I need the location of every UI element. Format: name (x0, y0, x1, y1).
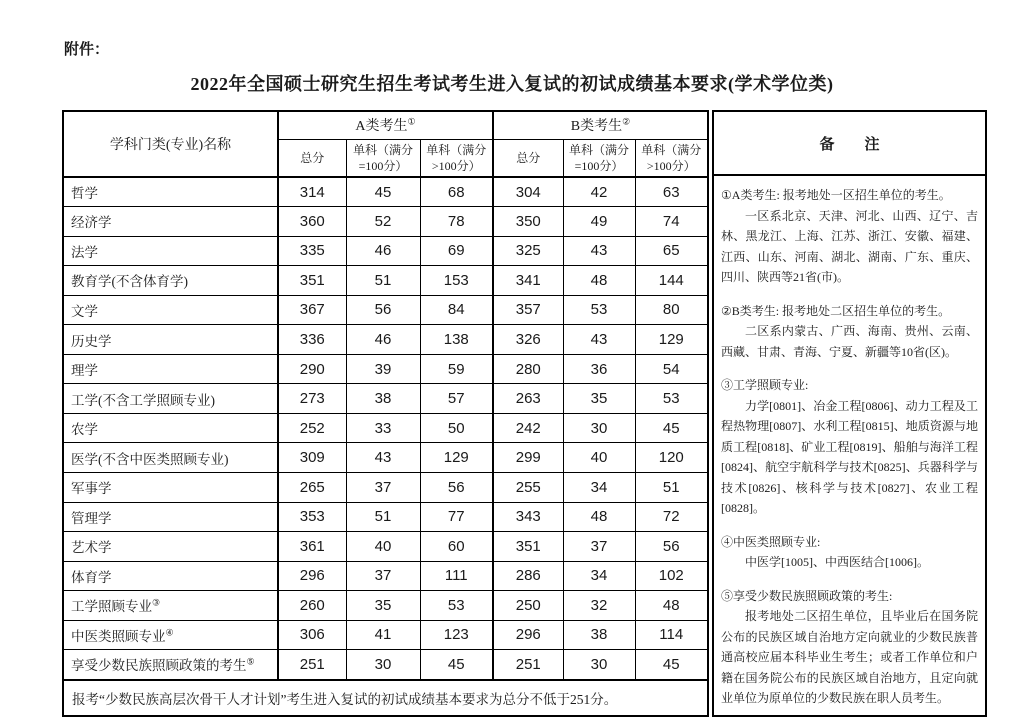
score-value: 290 (278, 354, 346, 384)
footer-row (63, 680, 708, 716)
subject-name: 体育学 (63, 561, 278, 591)
score-value: 43 (346, 443, 420, 473)
table-row (63, 591, 708, 621)
score-value: 68 (420, 177, 493, 207)
subject-name: 工学照顾专业③ (63, 591, 278, 621)
score-value: 335 (278, 236, 346, 266)
score-value: 361 (278, 532, 346, 562)
score-value: 353 (278, 502, 346, 532)
score-value: 65 (635, 236, 708, 266)
score-value: 60 (420, 532, 493, 562)
subject-name: 工学(不含工学照顾专业) (63, 384, 278, 414)
score-value: 41 (346, 620, 420, 650)
score-value: 30 (563, 650, 635, 680)
score-value: 123 (420, 620, 493, 650)
table-row (63, 502, 708, 532)
score-value: 63 (635, 177, 708, 207)
table-row (63, 620, 708, 650)
score-value: 350 (493, 207, 563, 237)
score-value: 265 (278, 472, 346, 502)
score-value: 34 (563, 561, 635, 591)
score-value: 57 (420, 384, 493, 414)
score-value: 50 (420, 413, 493, 443)
score-value: 74 (635, 207, 708, 237)
score-value: 314 (278, 177, 346, 207)
score-value: 286 (493, 561, 563, 591)
notes-panel-header: 备 注 (714, 112, 985, 176)
score-value: 39 (346, 354, 420, 384)
table-row (63, 472, 708, 502)
score-value: 129 (635, 325, 708, 355)
score-value: 351 (493, 532, 563, 562)
subject-name: 经济学 (63, 207, 278, 237)
subject-name: 艺术学 (63, 532, 278, 562)
footer-note: 报考“少数民族高层次骨干人才计划”考生进入复试的初试成绩基本要求为总分不低于251分。 (63, 680, 708, 716)
score-value: 69 (420, 236, 493, 266)
score-value: 306 (278, 620, 346, 650)
table-row (63, 384, 708, 414)
col-header-single-gt100-a: 单科（满分 >100分） (420, 139, 493, 177)
score-value: 242 (493, 413, 563, 443)
footnote-mark: ③ (152, 597, 161, 608)
note-head: ④中医类照顾专业: (721, 534, 821, 549)
note-head: ⑤享受少数民族照顾政策的考生: (721, 588, 893, 603)
score-table (62, 110, 709, 717)
attachment-label: 附件： (64, 42, 110, 58)
group-b-label: B类考生 (570, 119, 623, 135)
score-value: 52 (346, 207, 420, 237)
note-head: ②B类考生: 报考地处二区招生单位的考生。 (721, 303, 951, 318)
score-value: 42 (563, 177, 635, 207)
note-item (721, 185, 978, 288)
subject-name: 法学 (63, 236, 278, 266)
subject-name: 教育学(不含体育学) (63, 266, 278, 296)
score-value: 33 (346, 413, 420, 443)
note-item (721, 532, 978, 573)
score-value: 260 (278, 591, 346, 621)
score-value: 43 (563, 236, 635, 266)
table-row (63, 561, 708, 591)
footnote-mark: ⑤ (246, 656, 255, 667)
score-value: 32 (563, 591, 635, 621)
score-value: 51 (635, 472, 708, 502)
score-value: 367 (278, 295, 346, 325)
score-value: 252 (278, 413, 346, 443)
score-value: 54 (635, 354, 708, 384)
notes-panel (712, 110, 987, 717)
score-value: 120 (635, 443, 708, 473)
footnote-mark: ④ (165, 627, 174, 638)
score-value: 111 (420, 561, 493, 591)
score-value: 304 (493, 177, 563, 207)
score-value: 56 (420, 472, 493, 502)
score-value: 40 (346, 532, 420, 562)
subject-name: 管理学 (63, 502, 278, 532)
score-value: 48 (635, 591, 708, 621)
group-a-footnote-mark: ① (407, 116, 416, 127)
note-item (721, 375, 978, 519)
score-value: 296 (278, 561, 346, 591)
score-value: 59 (420, 354, 493, 384)
score-value: 84 (420, 295, 493, 325)
score-value: 30 (346, 650, 420, 680)
col-header-single-eq100-b: 单科（满分 =100分） (563, 139, 635, 177)
table-row (63, 413, 708, 443)
table-row (63, 266, 708, 296)
note-head: ①A类考生: 报考地处一区招生单位的考生。 (721, 188, 951, 202)
score-value: 35 (346, 591, 420, 621)
score-value: 36 (563, 354, 635, 384)
score-value: 37 (346, 472, 420, 502)
group-a-label: A类考生 (355, 119, 408, 135)
table-row (63, 325, 708, 355)
group-a-header (278, 111, 493, 139)
score-value: 30 (563, 413, 635, 443)
score-value: 45 (420, 650, 493, 680)
table-row (63, 650, 708, 680)
score-value: 250 (493, 591, 563, 621)
table-row (63, 207, 708, 237)
subject-name: 农学 (63, 413, 278, 443)
score-value: 357 (493, 295, 563, 325)
score-value: 343 (493, 502, 563, 532)
score-value: 153 (420, 266, 493, 296)
score-value: 296 (493, 620, 563, 650)
page-title: 2022年全国硕士研究生招生考试考生进入复试的初试成绩基本要求(学术学位类) (190, 74, 834, 94)
score-value: 144 (635, 266, 708, 296)
score-value: 80 (635, 295, 708, 325)
subject-name: 历史学 (63, 325, 278, 355)
score-value: 77 (420, 502, 493, 532)
score-table-body (63, 177, 708, 680)
score-value: 299 (493, 443, 563, 473)
note-head: ③工学照顾专业: (721, 378, 809, 392)
score-value: 251 (493, 650, 563, 680)
table-row (63, 236, 708, 266)
score-value: 51 (346, 266, 420, 296)
note-item (721, 586, 978, 709)
score-value: 40 (563, 443, 635, 473)
note-item (721, 301, 978, 363)
score-value: 251 (278, 650, 346, 680)
score-value: 46 (346, 236, 420, 266)
score-value: 35 (563, 384, 635, 414)
score-value: 273 (278, 384, 346, 414)
subject-name: 医学(不含中医类照顾专业) (63, 443, 278, 473)
score-value: 263 (493, 384, 563, 414)
score-value: 56 (635, 532, 708, 562)
group-b-header (493, 111, 708, 139)
subject-name: 哲学 (63, 177, 278, 207)
score-value: 51 (346, 502, 420, 532)
score-value: 78 (420, 207, 493, 237)
score-value: 280 (493, 354, 563, 384)
score-value: 138 (420, 325, 493, 355)
col-header-single-gt100-b: 单科（满分 >100分） (635, 139, 708, 177)
note-text: 二区系内蒙古、广西、海南、贵州、云南、西藏、甘肃、青海、宁夏、新疆等10省(区)。 (721, 324, 979, 359)
note-text: 中医学[1005]、中西医结合[1006]。 (745, 555, 930, 569)
notes-body (714, 176, 985, 715)
score-value: 53 (635, 384, 708, 414)
subject-name: 文学 (63, 295, 278, 325)
score-value: 53 (563, 295, 635, 325)
score-value: 38 (346, 384, 420, 414)
score-value: 102 (635, 561, 708, 591)
table-row (63, 354, 708, 384)
subject-name: 中医类照顾专业④ (63, 620, 278, 650)
score-value: 325 (493, 236, 563, 266)
group-b-footnote-mark: ② (622, 116, 631, 127)
score-value: 46 (346, 325, 420, 355)
subject-name: 理学 (63, 354, 278, 384)
table-row (63, 295, 708, 325)
col-header-total-b: 总分 (493, 139, 563, 177)
score-value: 48 (563, 502, 635, 532)
score-value: 326 (493, 325, 563, 355)
col-header-total-a: 总分 (278, 139, 346, 177)
note-text: 一区系北京、天津、河北、山西、辽宁、吉林、黑龙江、上海、江苏、浙江、安徽、福建、江西、山东、河南、湖北、湖南、广东、重庆、四川、陕西等21省(市)。 (721, 208, 979, 284)
score-value: 49 (563, 207, 635, 237)
subject-name: 享受少数民族照顾政策的考生⑤ (63, 650, 278, 680)
score-value: 45 (346, 177, 420, 207)
note-text: 报考地处二区招生单位，且毕业后在国务院公布的民族区域自治地方定向就业的少数民族普通高校应届本科毕业生考生；或者工作单位和户籍在国务院公布的民族区域自治地方，且定向就业单位为原单位的少数民族在职人员考生。 (721, 609, 979, 705)
subject-name: 军事学 (63, 472, 278, 502)
table-row (63, 177, 708, 207)
note-text: 力学[0801]、冶金工程[0806]、动力工程及工程热物理[0807]、水利工程[0815]、地质资源与地质工程[0818]、矿业工程[0819]、船舶与海洋工程[0824]、航空宇航科学与技术[0825]、兵器科学与技术[0826]、核科学与技术[0827]、农业工程[0828]。 (721, 398, 979, 515)
score-value: 255 (493, 472, 563, 502)
score-value: 360 (278, 207, 346, 237)
score-value: 37 (563, 532, 635, 562)
score-value: 34 (563, 472, 635, 502)
table-row (63, 443, 708, 473)
score-value: 114 (635, 620, 708, 650)
score-value: 72 (635, 502, 708, 532)
score-value: 43 (563, 325, 635, 355)
score-value: 56 (346, 295, 420, 325)
score-value: 37 (346, 561, 420, 591)
score-value: 129 (420, 443, 493, 473)
score-value: 45 (635, 650, 708, 680)
content-area (62, 110, 987, 717)
score-value: 336 (278, 325, 346, 355)
col-header-single-eq100-a: 单科（满分 =100分） (346, 139, 420, 177)
score-value: 309 (278, 443, 346, 473)
score-value: 351 (278, 266, 346, 296)
table-row (63, 532, 708, 562)
score-value: 38 (563, 620, 635, 650)
score-value: 341 (493, 266, 563, 296)
score-value: 45 (635, 413, 708, 443)
header-row-groups (63, 111, 708, 139)
score-value: 48 (563, 266, 635, 296)
score-value: 53 (420, 591, 493, 621)
subject-column-header: 学科门类(专业)名称 (63, 111, 278, 177)
